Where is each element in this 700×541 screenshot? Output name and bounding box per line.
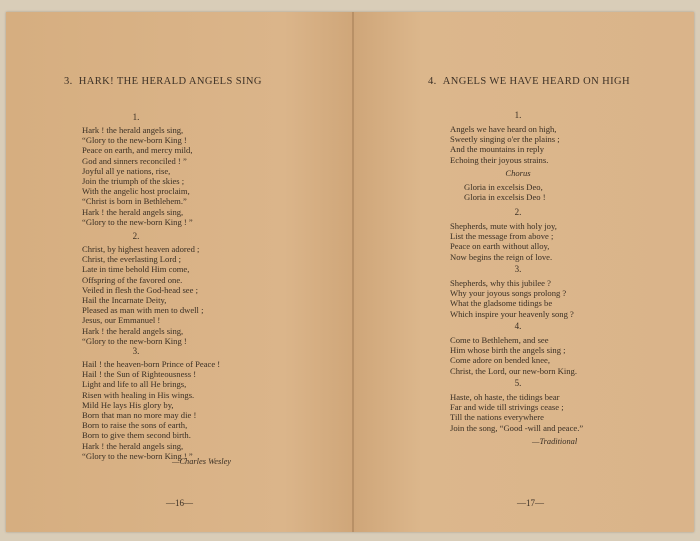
verse-lines xyxy=(450,221,557,262)
song-title-angels xyxy=(428,76,630,87)
verse-number: 1. xyxy=(514,110,522,120)
verse-line: Jesus, our Emmanuel ! xyxy=(82,315,161,326)
song-number: 4. xyxy=(428,76,437,87)
verse-line: “Glory to the new-born King ! xyxy=(82,135,187,146)
verse-line: Hail ! the heaven-born Prince of Peace ! xyxy=(82,359,221,369)
verse-lines xyxy=(450,124,560,165)
song-number: 3. xyxy=(64,76,73,87)
verse-number: 3. xyxy=(132,346,140,356)
verse-line: Him whose birth the angels sing ; xyxy=(450,345,566,356)
chorus-label: Chorus xyxy=(505,168,531,178)
verse-line: Joyful all ye nations, rise, xyxy=(82,165,171,176)
verse-line: Peace on earth without alloy, xyxy=(450,241,550,252)
verse-number: 2. xyxy=(514,207,522,217)
verse-line: Join the triumph of the skies ; xyxy=(82,175,185,186)
left-page xyxy=(6,12,354,532)
verse-line: Hark ! the herald angels sing, xyxy=(82,325,184,336)
song-title: ANGELS WE HAVE HEARD ON HIGH xyxy=(442,76,631,87)
verse-line: Light and life to all He brings, xyxy=(82,379,187,390)
verse-line: Pleased as man with men to dwell ; xyxy=(82,305,204,316)
chorus-line: Gloria in excelsis Deo, xyxy=(464,182,543,192)
verse-lines xyxy=(82,359,220,461)
verse-line: Angels we have heard on high, xyxy=(450,124,557,134)
verse-lines xyxy=(450,392,583,433)
verse-line: Shepherds, why this jubilee ? xyxy=(450,278,551,288)
right-page xyxy=(354,12,694,532)
verse-number: 5. xyxy=(514,378,522,388)
verse-line: Born to raise the sons of earth, xyxy=(82,420,188,431)
author-credit: —Charles Wesley xyxy=(172,457,232,466)
song-title: HARK! THE HERALD ANGELS SING xyxy=(78,76,262,87)
verse-line: Come adore on bended knee, xyxy=(450,355,550,366)
author-credit: —Traditional xyxy=(532,437,578,446)
verse-lines xyxy=(82,244,203,346)
verse-line: Mild He lays His glory by, xyxy=(82,399,174,410)
verse-line: Come to Bethlehem, and see xyxy=(450,335,549,345)
verse-line: List the message from above ; xyxy=(450,231,554,242)
verse-line: “Glory to the new-born King ! ” xyxy=(82,450,193,461)
chorus-line: Gloria in excelsis Deo ! xyxy=(464,192,546,203)
verse-line: Now begins the reign of love. xyxy=(450,251,553,262)
verse-line: Christ, the everlasting Lord ; xyxy=(82,254,182,265)
verse-line: Haste, oh haste, the tidings bear xyxy=(450,392,560,402)
verse-line: Sweetly singing o'er the plains ; xyxy=(450,134,560,145)
verse-number: 4. xyxy=(514,321,522,331)
verse-line: Offspring of the favored one. xyxy=(82,274,183,285)
verse-line: Late in time behold Him come, xyxy=(82,264,190,275)
verse-line: Born that man no more may die ! xyxy=(82,409,197,420)
verse-line: Born to give them second birth. xyxy=(82,430,191,441)
verse-line: Hail the Incarnate Deity, xyxy=(82,294,167,305)
verse-line: With the angelic host proclaim, xyxy=(82,186,190,197)
verse-line: Join the song, “Good -will and peace.” xyxy=(450,422,584,433)
verse-lines xyxy=(450,335,577,376)
verse-number: 2. xyxy=(132,231,140,241)
song-title-hark xyxy=(64,76,262,87)
verse-line: Hark ! the herald angels sing, xyxy=(82,206,184,217)
verse-line: “Glory to the new-born King ! xyxy=(82,335,187,346)
verse-lines xyxy=(82,125,193,227)
verse-line: Hark ! the herald angels sing, xyxy=(82,440,184,451)
verse-number: 1. xyxy=(132,112,140,122)
verse-line: “Glory to the new-born King ! ” xyxy=(82,216,193,227)
verse-line: Hail ! the Sun of Righteousness ! xyxy=(82,369,197,380)
verse-line: Christ, the Lord, our new-born King. xyxy=(450,365,577,376)
verse-line: Risen with healing in His wings. xyxy=(82,389,195,400)
verse-line: God and sinners reconciled ! ” xyxy=(82,155,187,166)
verse-line: Which inspire your heavenly song ? xyxy=(450,308,574,319)
verse-line: Peace on earth, and mercy mild, xyxy=(82,145,193,156)
verse-line: Far and wide till strivings cease ; xyxy=(450,402,564,413)
verse-line: “Christ is born in Bethlehem.” xyxy=(82,196,187,207)
verse-line: Shepherds, mute with holy joy, xyxy=(450,221,557,231)
verse-line: And the mountains in reply xyxy=(450,144,545,155)
verse-line: Christ, by highest heaven adored ; xyxy=(82,244,200,254)
songbook-spread xyxy=(6,12,694,532)
page-number: —16— xyxy=(166,498,193,508)
verse-line: Why your joyous songs prolong ? xyxy=(450,288,567,299)
verse-number: 3. xyxy=(514,264,522,274)
verse-line: Veiled in flesh the God-head see ; xyxy=(82,284,198,295)
verse-line: Till the nations everywhere xyxy=(450,412,544,423)
verse-lines xyxy=(450,278,574,319)
verse-line: Echoing their joyous strains. xyxy=(450,154,549,165)
page-number: —17— xyxy=(517,498,544,508)
verse-line: Hark ! the herald angels sing, xyxy=(82,125,184,135)
chorus-lines xyxy=(464,182,546,202)
verse-line: What the gladsome tidings be xyxy=(450,298,553,309)
